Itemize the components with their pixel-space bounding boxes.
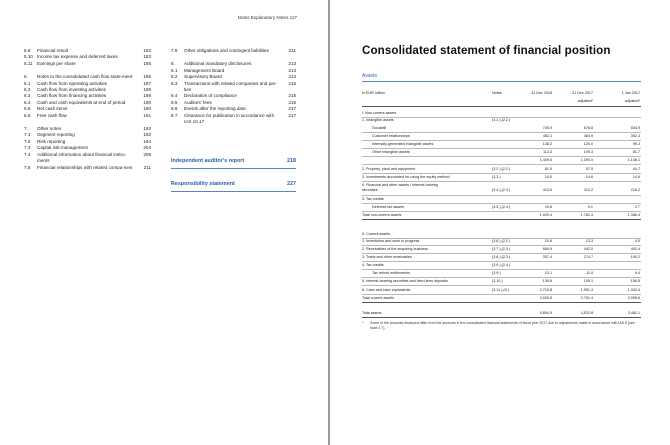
- row-label: Deferred tax assets: [372, 205, 404, 209]
- row-notes: (3.9.),(2.4.): [492, 263, 511, 267]
- toc-entry-number: 5.11: [24, 60, 33, 66]
- row-value-2018: 13.1: [544, 271, 552, 275]
- running-header: Notes Explanatory Notes 117: [237, 15, 297, 20]
- toc-entry-page: 190: [143, 106, 151, 112]
- toc-entry-label: Income tax expense and deferred taxes: [37, 54, 118, 60]
- row-label: 5. Interest-bearing securities and fixed-term deposits: [362, 279, 448, 283]
- row-value-jan-2017: 81.7: [632, 150, 640, 154]
- row-notes: (3.10.): [492, 279, 503, 283]
- toc-divider: [171, 168, 296, 169]
- toc-entry-page: 188: [143, 87, 151, 93]
- row-label: Tax refund entitlements: [372, 271, 411, 275]
- toc-entry-number: 6.1: [24, 80, 31, 86]
- row-label: Internally-generated intangible assets: [372, 142, 434, 146]
- row-label: Customer relationships: [372, 134, 410, 138]
- toc-entry-page: 218: [287, 158, 296, 164]
- toc-entry-number: 6.6: [24, 112, 31, 118]
- toc-entry-label: Free cash flow: [37, 112, 67, 118]
- row-value-2017: 1,901.3: [580, 288, 593, 292]
- row-label: Goodwill: [372, 126, 387, 130]
- row-notes: (3.4.),(2.3.): [492, 188, 511, 192]
- section-label-assets: Assets: [362, 73, 378, 79]
- toc-entry-label: Auditors' fees: [184, 99, 212, 105]
- toc-entry-page: 214: [288, 74, 296, 80]
- row-value-2017: 109.1: [583, 279, 593, 283]
- row-value-jan-2017: 1,332.6: [627, 288, 640, 292]
- row-label: 4. Tax credits: [362, 263, 384, 267]
- toc-entry-label: Net cash items: [37, 106, 68, 112]
- toc-entry-label: Risk reporting: [37, 138, 66, 144]
- toc-entry-page: 215: [288, 99, 296, 105]
- toc-entry-label: Financial relationships with related compa-nies: [37, 164, 133, 170]
- toc-entry-page: 215: [288, 93, 296, 99]
- toc-gap: [171, 54, 296, 61]
- header-col-2018: 31 Dec 2018: [531, 91, 552, 95]
- toc-entry-page: 191: [143, 112, 151, 118]
- toc-entry-page: 183: [143, 54, 151, 60]
- toc-entry-label: Declaration of compliance: [184, 93, 237, 99]
- toc-gap: [24, 67, 151, 74]
- row-notes: (3.6.),(2.2.): [492, 239, 511, 243]
- row-value-2018: 5,854.9: [539, 311, 552, 315]
- toc-entry[interactable]: [24, 61, 151, 67]
- toc-entry-number: 7.4: [24, 151, 31, 157]
- toc-entry-number: 8.5: [171, 99, 178, 105]
- row-value-2017: 675.8: [583, 126, 593, 130]
- row-label: 1. Intangible assets: [362, 118, 394, 122]
- toc-entry-label: Financial result: [37, 48, 68, 53]
- row-notes: (3.1.),(2.2.): [492, 118, 511, 122]
- toc-entry-page: 227: [287, 181, 296, 187]
- toc-entry-label: Events after the reporting date: [184, 106, 246, 112]
- row-label-line-2: securities: [362, 188, 378, 193]
- row-value-2018: 10.8: [544, 205, 552, 209]
- row-value-2018: 3,925.5: [539, 296, 552, 300]
- toc-entry-label: Supervisory Board: [184, 74, 222, 80]
- row-value-2018: 2,719.8: [539, 288, 552, 292]
- row-value-2017: 13.3: [585, 239, 593, 243]
- row-label: 3. Trade and other receivables: [362, 255, 412, 259]
- toc-entry-page: 194: [143, 138, 151, 144]
- toc-entry-page: 192: [143, 132, 151, 138]
- toc-entry-page: 217: [288, 112, 296, 118]
- row-notes: (3.11.),(6.): [492, 288, 509, 292]
- toc-entry-page: 186: [143, 74, 151, 80]
- toc-entry-page: 204: [143, 145, 151, 151]
- footnote-mark: *: [362, 321, 364, 325]
- row-value-2017: 11.0: [586, 271, 593, 275]
- toc-entry-page: 187: [143, 80, 151, 86]
- toc-entry-page: 213: [288, 67, 296, 73]
- row-value-jan-2017: 1,108.1: [627, 158, 640, 162]
- toc-entry-page: 189: [143, 93, 151, 99]
- toc-entry-label: Independent auditor's report: [171, 158, 245, 164]
- row-value-jan-2017: 534.9: [630, 126, 640, 130]
- toc-entry[interactable]: [171, 48, 296, 54]
- row-label: 3. Investments accounted for using the equity method: [362, 175, 450, 179]
- row-value-2018: 139.6: [542, 279, 552, 283]
- toc-entry-page: 205: [143, 151, 151, 157]
- row-value-2017: 310.2: [583, 188, 593, 192]
- toc-entry-number: 8.3: [171, 80, 178, 86]
- toc-entry-number: 6.4: [24, 99, 31, 105]
- row-value-2018: 1,929.4: [539, 213, 552, 217]
- toc-divider: [171, 191, 296, 192]
- row-value-2018: 684.9: [542, 247, 552, 251]
- row-notes: (3.5.),(2.4.): [492, 205, 511, 209]
- toc-entry-independent-auditors-report[interactable]: [171, 158, 296, 164]
- toc-entry[interactable]: [24, 113, 151, 119]
- row-value-jan-2017: 14.9: [632, 175, 640, 179]
- toc-entry-number: 8.7: [171, 112, 178, 118]
- toc-entry-page: 192: [143, 126, 151, 132]
- toc-entry-label: Transactions with related companies and par-ties: [184, 80, 277, 93]
- row-value-2018: 357.4: [542, 255, 552, 259]
- header-col-jan-2017: 1 Jan 2017: [621, 91, 640, 95]
- row-label: II. Current assets: [362, 232, 391, 236]
- row-value-jan-2017: 9.4: [634, 271, 640, 275]
- row-value-jan-2017: 1,386.4: [627, 213, 640, 217]
- toc-entry-number: 7.: [24, 126, 28, 132]
- toc-entry-label: Additional mandatory disclosures: [184, 61, 252, 67]
- toc-entry-page: 190: [143, 99, 151, 105]
- toc-entry-label: Cash flow from financing activities: [37, 93, 107, 99]
- toc-entry-label: Cash and cash equivalents at end of period: [37, 99, 126, 105]
- row-notes: (3.9.): [492, 271, 501, 275]
- toc-entry-label: Other obligations and contingent liabilities: [184, 48, 269, 53]
- row-value-2018: 1,409.5: [539, 158, 552, 162]
- toc-entry-label: Responsibility statement: [171, 181, 235, 187]
- row-label: Total assets: [362, 311, 382, 315]
- toc-entry-label: Clearance for publication in accordance with IAS 10.17: [184, 112, 275, 125]
- row-label: 2. Receivables of the acquiring business: [362, 247, 429, 251]
- row-label: 6. Cash and cash equivalents: [362, 288, 411, 292]
- row-value-2018: 138.2: [542, 142, 552, 146]
- toc-entry[interactable]: [24, 165, 151, 171]
- toc-entry-number: 6.3: [24, 93, 31, 99]
- header-col-2017-sub: adjusted*: [577, 99, 593, 103]
- toc-entry-number: 7.3: [24, 145, 31, 151]
- toc-entry-label: Other notes: [37, 126, 62, 132]
- row-label: 1. Inventories and work in progress: [362, 239, 420, 243]
- toc-entry-number: 8.: [171, 61, 175, 67]
- right-page: [330, 0, 670, 445]
- row-value-2017: 109.3: [583, 150, 593, 154]
- row-label: 2. Property, plant and equipment: [362, 167, 416, 171]
- row-value-jan-2017: 99.2: [632, 142, 640, 146]
- header-label: in EUR million: [362, 91, 386, 95]
- toc-entry-responsibility-statement[interactable]: [171, 181, 296, 187]
- row-value-2018: 413.6: [542, 188, 552, 192]
- toc-entry-label: Cash flow from operating activities: [37, 80, 107, 86]
- row-value-2018: 81.5: [544, 167, 552, 171]
- toc-entry-label: Notes to the consolidated cash flow state-ment: [37, 74, 133, 80]
- toc-entry-number: 6.5: [24, 106, 31, 112]
- row-value-2018: 113.3: [543, 150, 552, 154]
- toc-column-1: [24, 48, 151, 171]
- row-notes: (3.8.),(2.3.): [492, 255, 511, 259]
- row-value-jan-2017: 402.4: [630, 247, 640, 251]
- statement-title: Consolidated statement of financial position: [362, 44, 611, 57]
- toc-column-2: [171, 48, 296, 125]
- toc-entry-number: 7.6: [171, 48, 178, 53]
- row-value-2017: 57.5: [585, 167, 593, 171]
- footnote: [362, 321, 638, 332]
- section-rule: [362, 81, 641, 82]
- row-value-jan-2017: 216.2: [630, 188, 640, 192]
- row-value-2018: 705.9: [542, 126, 552, 130]
- row-value-2017: 1,390.0: [580, 158, 593, 162]
- toc-entry-number: 5.10: [24, 54, 33, 60]
- toc-entry-number: 8.2: [171, 74, 178, 80]
- row-label: Total current assets: [362, 296, 394, 300]
- row-label: Other intangible assets: [372, 150, 410, 154]
- row-value-2017: 9.1: [587, 205, 593, 209]
- toc-entry[interactable]: [24, 152, 151, 165]
- toc-entry-page: 182: [143, 48, 151, 53]
- toc-entry[interactable]: [171, 113, 296, 126]
- row-value-jan-2017: 392.3: [630, 134, 640, 138]
- header-col-jan-2017-sub: adjusted*: [624, 99, 640, 103]
- toc-entry-number: 7.2: [24, 138, 31, 144]
- toc-entry-number: 8.6: [171, 106, 178, 112]
- toc-entry-page: 213: [288, 61, 296, 67]
- toc-entry[interactable]: [171, 81, 296, 94]
- row-value-2018: 10.6: [544, 239, 552, 243]
- row-label: Total non-current assets: [362, 213, 402, 217]
- row-value-2017: 484.9: [583, 134, 593, 138]
- row-value-2017: 4,532.8: [580, 311, 593, 315]
- toc-entry-number: 6.: [24, 74, 28, 80]
- toc-entry-number: 5.9: [24, 48, 31, 53]
- row-value-2017: 14.6: [585, 175, 593, 179]
- header-col-2017: 31 Dec 2017: [572, 91, 593, 95]
- toc-entry-label: Management Board: [184, 67, 225, 73]
- row-notes: (3.3.): [492, 175, 501, 179]
- row-value-jan-2017: 3,482.1: [627, 311, 640, 315]
- toc-entry-page: 186: [143, 60, 151, 66]
- toc-entry-page: 217: [288, 106, 296, 112]
- row-value-jan-2017: 2.7: [634, 205, 640, 209]
- row-label-line-1: 4. Financial and other assets / interest-bearing: [362, 183, 438, 187]
- row-value-jan-2017: 190.2: [630, 255, 640, 259]
- row-label: [362, 183, 438, 193]
- row-label: I. Non-current assets: [362, 111, 397, 115]
- toc-entry-page: 211: [288, 48, 296, 53]
- row-label: 5. Tax credits: [362, 197, 384, 201]
- toc-entry-label: Earnings per share: [37, 60, 76, 66]
- row-value-2018: 452.1: [542, 134, 552, 138]
- toc-entry-number: 7.1: [24, 132, 31, 138]
- toc-entry-page: 215: [288, 80, 296, 86]
- row-value-2018: 14.0: [544, 175, 552, 179]
- row-value-2017: 120.0: [583, 142, 593, 146]
- toc-entry-label: Cash flow from investing activities: [37, 87, 106, 93]
- toc-gap: [24, 119, 151, 126]
- toc-entry-number: 7.5: [24, 164, 31, 170]
- row-value-2017: 274.7: [583, 255, 593, 259]
- row-value-jan-2017: 44.7: [632, 167, 640, 171]
- row-notes: (3.2.),(2.2.): [492, 167, 511, 171]
- toc-entry-number: 6.2: [24, 87, 31, 93]
- row-value-jan-2017: 156.5: [630, 279, 640, 283]
- toc-entry-number: 8.4: [171, 93, 178, 99]
- row-value-jan-2017: 2,095.6: [627, 296, 640, 300]
- row-notes: (3.7.),(2.3.): [492, 247, 511, 251]
- toc-entry-label: Capital risk management: [37, 145, 88, 151]
- row-value-2017: 442.0: [583, 247, 593, 251]
- left-page: [0, 0, 328, 445]
- header-notes: Notes: [492, 91, 502, 95]
- footnote-text: Some of the amounts disclosed differ from the amounts in the consolidated financial statements of fiscal year 2017 due to adjustments made in accordance with IAS 8 (see Note 2.7).: [370, 321, 635, 331]
- toc-entry-page: 211: [143, 164, 151, 170]
- toc-entry-label: Additional information about financial instru-ments: [37, 151, 127, 164]
- toc-entry-number: 8.1: [171, 67, 178, 73]
- toc-entry-label: Segment reporting: [37, 132, 75, 138]
- row-value-2017: 2,751.4: [580, 296, 593, 300]
- row-value-2017: 1,781.4: [580, 213, 593, 217]
- row-value-jan-2017: 4.5: [634, 239, 640, 243]
